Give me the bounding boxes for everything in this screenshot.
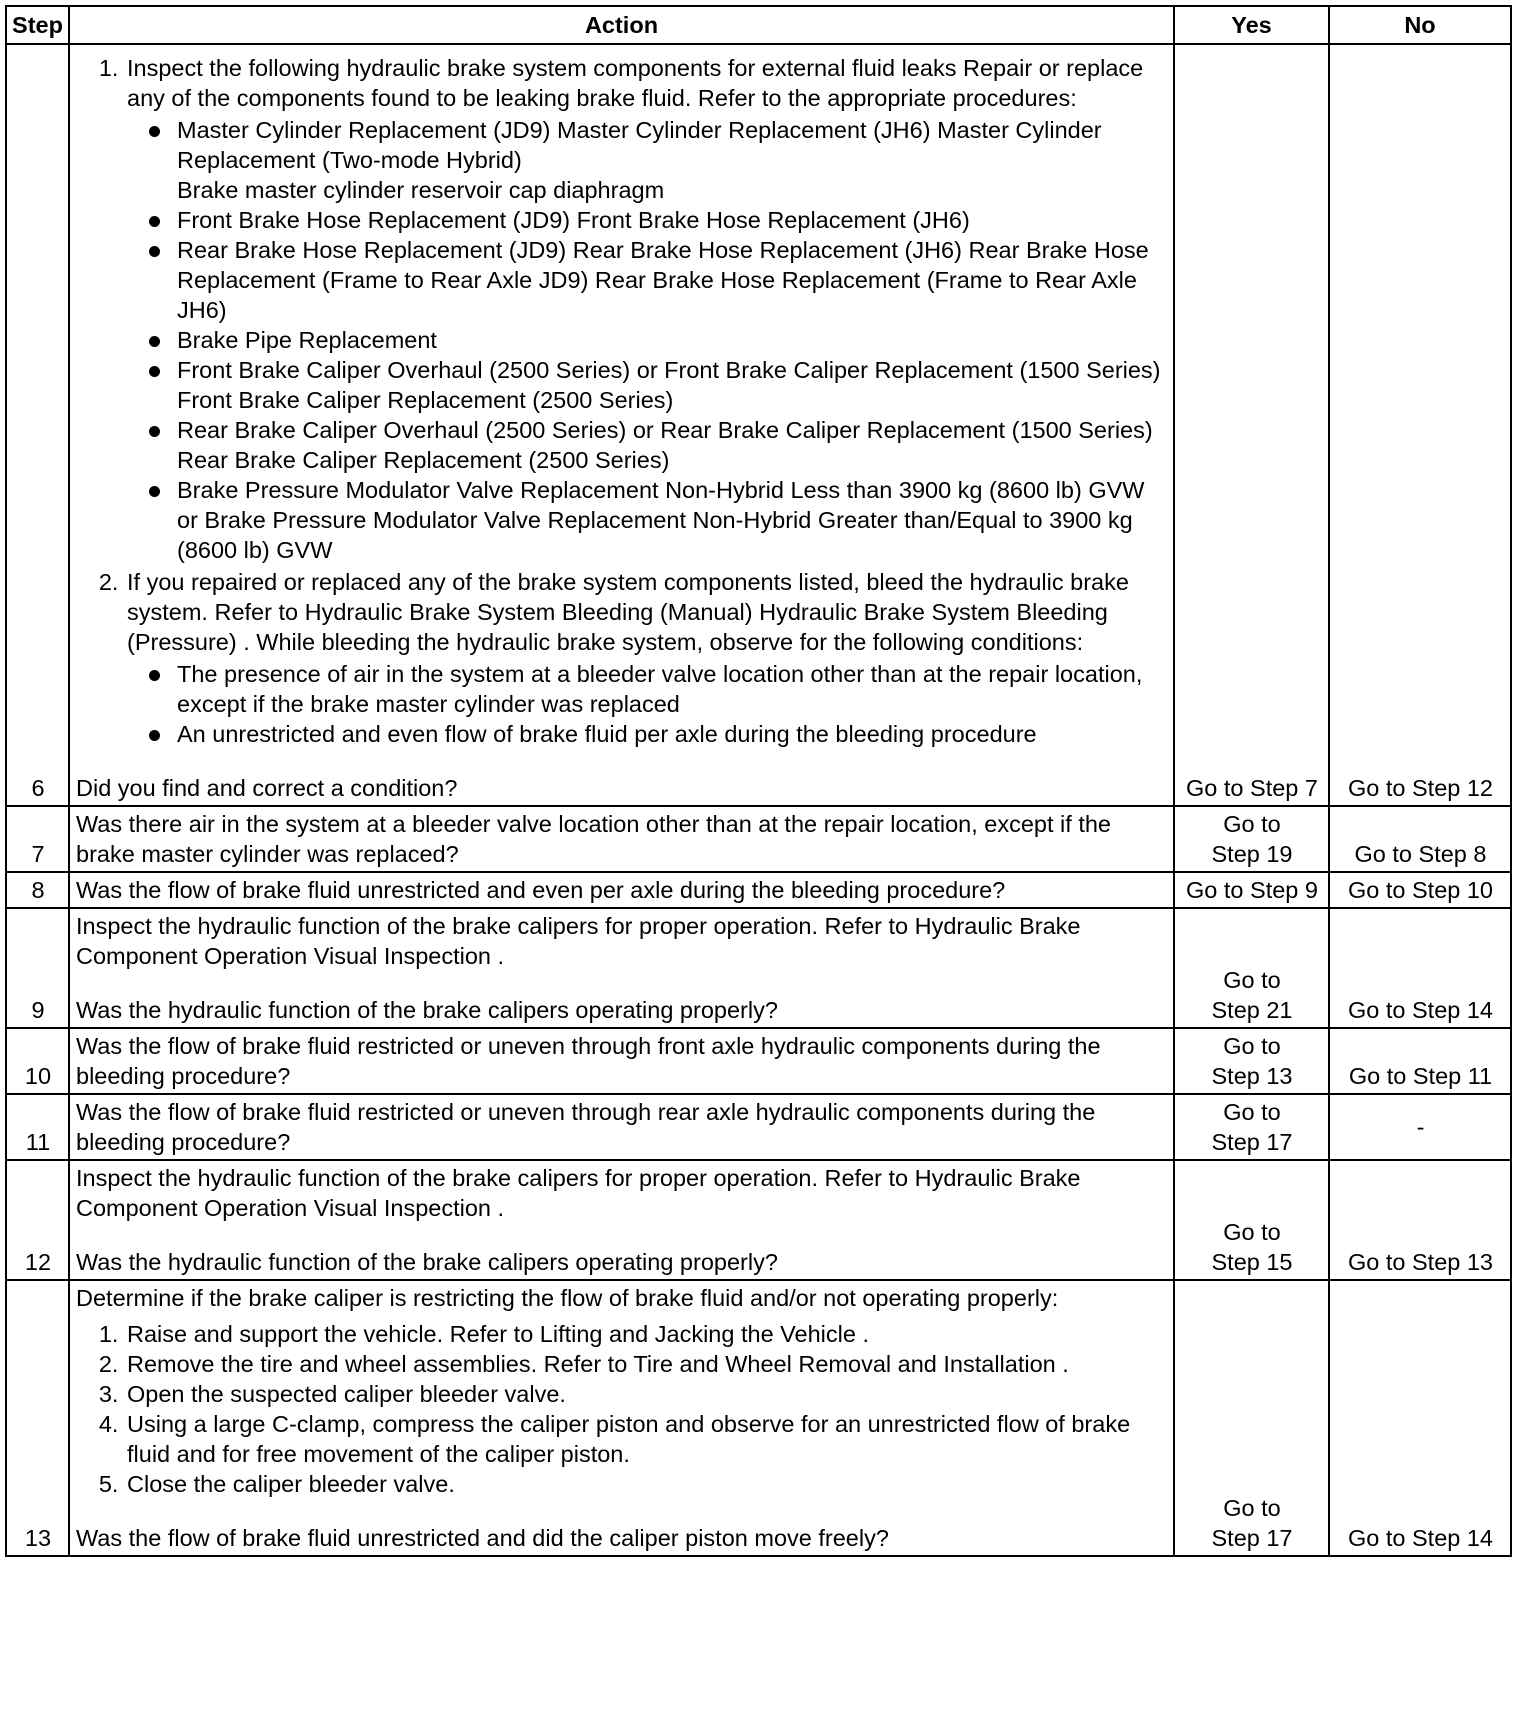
procedure-item: 4. Using a large C-clamp, compress the caliper piston and observe for an unrestricted flow of brake fluid and for free movement of the caliper piston. bbox=[125, 1409, 1168, 1469]
step-row-10 bbox=[6, 1028, 1511, 1094]
procedure-item: 5. Close the caliper bleeder valve. bbox=[125, 1469, 1168, 1499]
condition-list bbox=[127, 659, 1168, 749]
no-cell: Go to Step 14 bbox=[1329, 1280, 1511, 1556]
step-number: 8 bbox=[6, 872, 69, 908]
header-action: Action bbox=[69, 6, 1174, 44]
header-step: Step bbox=[6, 6, 69, 44]
action-text: Determine if the brake caliper is restricting the flow of brake fluid and/or not operating properly: bbox=[76, 1285, 1059, 1311]
action-text: Was the flow of brake fluid unrestricted and even per axle during the bleeding procedure? bbox=[69, 872, 1174, 908]
step-number: 9 bbox=[6, 908, 69, 1028]
yes-line: Go to bbox=[1223, 1099, 1281, 1125]
yes-cell: Go to Step 9 bbox=[1174, 872, 1329, 908]
yes-cell bbox=[1174, 1028, 1329, 1094]
step-number: 13 bbox=[6, 1280, 69, 1556]
step-row-6 bbox=[6, 44, 1511, 806]
yes-line: Go to bbox=[1223, 1219, 1281, 1245]
yes-cell bbox=[1174, 1160, 1329, 1280]
question-text: Was the hydraulic function of the brake calipers operating properly? bbox=[76, 997, 778, 1023]
no-cell: Go to Step 8 bbox=[1329, 806, 1511, 872]
no-cell: Go to Step 12 bbox=[1329, 44, 1511, 806]
yes-cell bbox=[1174, 1280, 1329, 1556]
header-row bbox=[6, 6, 1511, 44]
step-number: 12 bbox=[6, 1160, 69, 1280]
step-row-9 bbox=[6, 908, 1511, 1028]
no-cell: Go to Step 13 bbox=[1329, 1160, 1511, 1280]
bullet-item: Brake Pipe Replacement bbox=[177, 325, 1168, 355]
no-cell: Go to Step 14 bbox=[1329, 908, 1511, 1028]
procedure-item: 2. Remove the tire and wheel assemblies. Refer to Tire and Wheel Removal and Installation . bbox=[125, 1349, 1168, 1379]
bullet-item: The presence of air in the system at a bleeder valve location other than at the repair location, except if the brake master cylinder was replaced bbox=[177, 659, 1168, 719]
diagnostic-page bbox=[5, 5, 1512, 1557]
header-no: No bbox=[1329, 6, 1511, 44]
bullet-item bbox=[177, 115, 1168, 205]
bullet-item: An unrestricted and even flow of brake fluid per axle during the bleeding procedure bbox=[177, 719, 1168, 749]
yes-line: Step 13 bbox=[1211, 1063, 1293, 1089]
yes-cell bbox=[1174, 1094, 1329, 1160]
action-cell bbox=[69, 908, 1174, 1028]
action-list bbox=[76, 53, 1168, 749]
step-row-11 bbox=[6, 1094, 1511, 1160]
step-number: 10 bbox=[6, 1028, 69, 1094]
yes-line: Go to bbox=[1223, 811, 1281, 837]
yes-line: Go to bbox=[1223, 1033, 1281, 1059]
action-item-text: If you repaired or replaced any of the brake system components listed, bleed the hydraulic brake system. Refer to Hydraulic Brake System Bleeding (Manual) Hydraulic Brake System Bleeding (Pressure) . While bleeding the hydraulic brake system, observe for the following conditions: bbox=[127, 569, 1129, 655]
action-text: Was the flow of brake fluid restricted or uneven through front axle hydraulic components during the bleeding procedure? bbox=[69, 1028, 1174, 1094]
action-text: Inspect the hydraulic function of the brake calipers for proper operation. Refer to Hydraulic Brake Component Operation Visual Inspection . bbox=[76, 1165, 1081, 1221]
yes-cell bbox=[1174, 908, 1329, 1028]
step-row-13 bbox=[6, 1280, 1511, 1556]
header-yes: Yes bbox=[1174, 6, 1329, 44]
yes-cell bbox=[1174, 806, 1329, 872]
action-item bbox=[125, 567, 1168, 749]
step-row-12 bbox=[6, 1160, 1511, 1280]
bullet-item: Rear Brake Caliper Overhaul (2500 Series) or Rear Brake Caliper Replacement (1500 Series) Rear Brake Caliper Replacement (2500 Series) bbox=[177, 415, 1168, 475]
yes-line: Step 19 bbox=[1211, 841, 1293, 867]
bullet-text: Master Cylinder Replacement (JD9) Master Cylinder Replacement (JH6) Master Cylinder Replacement (Two-mode Hybrid) bbox=[177, 117, 1102, 173]
step-row-7 bbox=[6, 806, 1511, 872]
bullet-item: Front Brake Hose Replacement (JD9) Front Brake Hose Replacement (JH6) bbox=[177, 205, 1168, 235]
yes-line: Step 17 bbox=[1211, 1129, 1293, 1155]
yes-line: Go to bbox=[1223, 1495, 1281, 1521]
procedure-item: 1. Raise and support the vehicle. Refer to Lifting and Jacking the Vehicle . bbox=[125, 1319, 1168, 1349]
action-text: Was the flow of brake fluid restricted or uneven through rear axle hydraulic components during the bleeding procedure? bbox=[69, 1094, 1174, 1160]
component-list bbox=[127, 115, 1168, 565]
bullet-extra-text: Brake master cylinder reservoir cap diaphragm bbox=[177, 177, 665, 203]
action-cell bbox=[69, 1280, 1174, 1556]
action-text: Was there air in the system at a bleeder valve location other than at the repair location, except if the brake master cylinder was replaced? bbox=[69, 806, 1174, 872]
question-text: Was the hydraulic function of the brake calipers operating properly? bbox=[76, 1249, 778, 1275]
procedure-list bbox=[76, 1319, 1168, 1499]
yes-line: Step 17 bbox=[1211, 1525, 1293, 1551]
yes-cell: Go to Step 7 bbox=[1174, 44, 1329, 806]
action-cell bbox=[69, 1160, 1174, 1280]
step-number: 6 bbox=[6, 44, 69, 806]
step-number: 7 bbox=[6, 806, 69, 872]
question-text: Did you find and correct a condition? bbox=[76, 775, 458, 801]
bullet-item: Brake Pressure Modulator Valve Replacement Non-Hybrid Less than 3900 kg (8600 lb) GVW or Brake Pressure Modulator Valve Replacement Non-Hybrid Greater than/Equal to 3900 kg (8600 lb) GVW bbox=[177, 475, 1168, 565]
action-cell bbox=[69, 44, 1174, 806]
bullet-item: Rear Brake Hose Replacement (JD9) Rear Brake Hose Replacement (JH6) Rear Brake Hose Replacement (Frame to Rear Axle JD9) Rear Brake Hose Replacement (Frame to Rear Axle JH6) bbox=[177, 235, 1168, 325]
bullet-item: Front Brake Caliper Overhaul (2500 Series) or Front Brake Caliper Replacement (1500 Series) Front Brake Caliper Replacement (2500 Series) bbox=[177, 355, 1168, 415]
action-item bbox=[125, 53, 1168, 565]
yes-line: Step 15 bbox=[1211, 1249, 1293, 1275]
yes-line: Go to bbox=[1223, 967, 1281, 993]
procedure-item: 3. Open the suspected caliper bleeder valve. bbox=[125, 1379, 1168, 1409]
step-number: 11 bbox=[6, 1094, 69, 1160]
no-cell: Go to Step 11 bbox=[1329, 1028, 1511, 1094]
action-item-text: Inspect the following hydraulic brake system components for external fluid leaks Repair or replace any of the components found to be leaking brake fluid. Refer to the appropriate procedures: bbox=[127, 55, 1144, 111]
no-cell: Go to Step 10 bbox=[1329, 872, 1511, 908]
step-row-8 bbox=[6, 872, 1511, 908]
diagnostic-table bbox=[5, 5, 1512, 1557]
yes-line: Step 21 bbox=[1211, 997, 1293, 1023]
action-text: Inspect the hydraulic function of the brake calipers for proper operation. Refer to Hydraulic Brake Component Operation Visual Inspection . bbox=[76, 913, 1081, 969]
no-cell: - bbox=[1329, 1094, 1511, 1160]
question-text: Was the flow of brake fluid unrestricted and did the caliper piston move freely? bbox=[76, 1525, 889, 1551]
